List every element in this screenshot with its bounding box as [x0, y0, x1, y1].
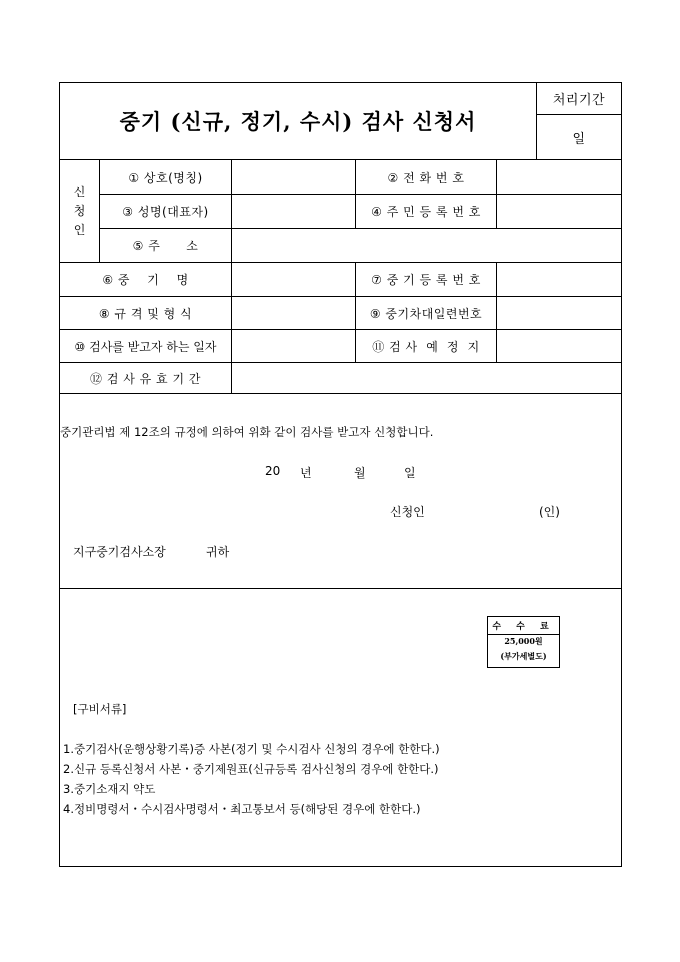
phone-field[interactable] — [497, 160, 621, 194]
document-item: 4.정비명령서・수시검사명령서・최고통보서 등(해당된 경우에 한한다.) — [63, 802, 421, 816]
documents-heading: [구비서류] — [73, 702, 127, 716]
date-month-unit: 월 — [354, 466, 366, 480]
validity-label: ⑫ 검 사 유 효 기 간 — [90, 371, 201, 386]
declaration-statement: 중기관리법 제 12조의 규정에 의하여 위화 같이 검사를 받고자 신청합니다. — [60, 425, 434, 439]
chassis-number-label: ⑨ 중기차대일련번호 — [369, 306, 483, 321]
border-right — [621, 82, 622, 867]
validity-field[interactable] — [232, 363, 621, 393]
representative-field[interactable] — [232, 195, 355, 228]
recipient-suffix: 귀하 — [206, 545, 230, 559]
applicant-group-label — [60, 160, 99, 262]
date-year-unit: 년 — [300, 466, 312, 480]
representative-label: ③ 성명(대표자) — [122, 205, 209, 219]
inspection-place-field[interactable] — [497, 330, 621, 362]
inspection-place-label: ⑪ 검 사 예 정 지 — [372, 339, 480, 354]
document-item: 2.신규 등록신청서 사본・중기제원표(신규등록 검사신청의 경우에 한한다.) — [63, 762, 439, 776]
phone-label: ② 전 화 번 호 — [387, 170, 465, 185]
recipient: 지구중기검사소장 — [73, 545, 166, 559]
inspection-date-field[interactable] — [232, 330, 355, 362]
fee-box — [487, 616, 560, 668]
document-item: 3.중기소재지 약도 — [63, 782, 156, 796]
border-bottom — [59, 866, 622, 867]
rule — [59, 393, 621, 394]
fee-amount: 25,000원 — [504, 636, 543, 646]
registration-number-label: ⑦ 중 기 등 록 번 호 — [371, 273, 481, 287]
resident-number-label: ④ 주 민 등 록 번 호 — [371, 205, 481, 219]
seal-label: (인) — [539, 505, 560, 519]
company-name-field[interactable] — [232, 160, 355, 194]
equipment-name-field[interactable] — [232, 263, 355, 296]
address-field[interactable] — [232, 229, 621, 262]
spec-label: ⑧ 규 격 및 형 식 — [98, 306, 193, 321]
applicant-char: 신 — [73, 184, 86, 199]
chassis-number-field[interactable] — [497, 297, 621, 329]
document-item: 1.중기검사(운행상황기록)증 사본(정기 및 수시검사 신청의 경우에 한한다.) — [63, 742, 440, 756]
company-name-label: ① 상호(명칭) — [128, 170, 203, 185]
inspection-date-label: ⑩ 검사를 받고자 하는 일자 — [74, 339, 217, 354]
fee-label: 수 수 료 — [488, 617, 559, 635]
spec-field[interactable] — [232, 297, 355, 329]
processing-period-label: 처리기간 — [552, 93, 606, 108]
date-year: 20 — [265, 464, 281, 478]
registration-number-field[interactable] — [497, 263, 621, 296]
address-label: ⑤ 주 소 — [132, 239, 199, 253]
form-title: 중기 (신규, 정기, 수시) 검사 신청서 — [119, 109, 477, 134]
date-day-unit: 일 — [404, 466, 416, 480]
equipment-name-label: ⑥ 중 기 명 — [102, 273, 189, 287]
processing-period-value: 일 — [572, 131, 586, 147]
applicant-char: 청 — [73, 203, 86, 218]
resident-number-field[interactable] — [497, 195, 621, 228]
fee-note: (부가세별도) — [500, 651, 547, 661]
rule — [59, 588, 621, 589]
applicant-signature-label: 신청인 — [390, 505, 425, 519]
applicant-char: 인 — [73, 222, 86, 237]
